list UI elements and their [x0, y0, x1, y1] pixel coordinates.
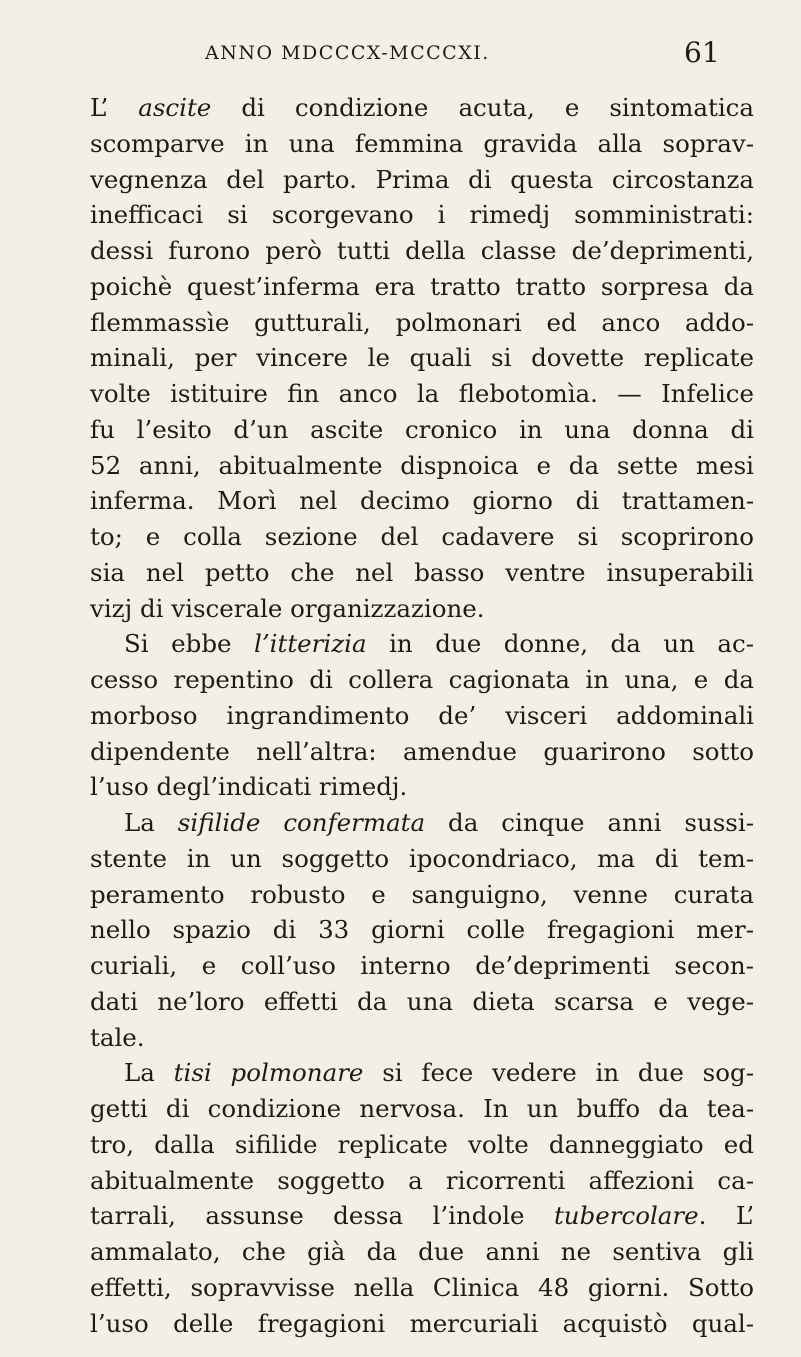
text-line [90, 483, 754, 519]
text-segment: peramento robusto e sanguigno, venne curata [90, 879, 754, 909]
text-line [90, 233, 754, 269]
text-segment: inefficaci si scorgevano i rimedj somministrati: [90, 200, 754, 230]
text-segment: La [124, 808, 178, 837]
page-header [0, 38, 801, 78]
text-segment: fu l’esito d’un ascite cronico in una donna di [90, 414, 754, 444]
text-segment: L’ [90, 93, 139, 122]
text-line [90, 805, 754, 841]
text-line [90, 1306, 754, 1342]
body-text [90, 90, 754, 1341]
text-segment: tro, dalla sifilide replicate volte danneggiato ed [90, 1129, 754, 1159]
text-line [90, 126, 754, 162]
text-segment: l’uso degl’indicati rimedj. [90, 772, 408, 802]
text-segment: to; e colla sezione del cadavere si scoprirono [90, 522, 754, 551]
text-segment: dipendente nell’altra: amendue guarirono sotto [90, 736, 754, 766]
text-segment: si fece vedere in due sog- [363, 1058, 754, 1088]
text-segment: 52 anni, abitualmente dispnoica e da sette mesi [90, 450, 754, 480]
text-segment: in due donne, da un ac- [366, 629, 754, 659]
text-line [90, 519, 754, 555]
text-segment: dessi furono però tutti della classe de’deprimenti, [90, 236, 754, 265]
text-segment: minali, per vincere le quali si dovette replicate [90, 343, 754, 373]
text-line [90, 1270, 754, 1306]
text-segment: ammalato, che già da due anni ne sentiva gli [90, 1237, 754, 1266]
text-line [90, 555, 754, 591]
text-line [90, 1198, 754, 1234]
text-segment: volte istituire fin anco la flebotomìa. — Infelice [90, 379, 754, 408]
text-line [90, 340, 754, 376]
text-segment: flemmassìe gutturali, polmonari ed anco addo- [90, 307, 754, 337]
text-line [90, 90, 754, 126]
text-segment: morboso ingrandimento de’ visceri addominali [90, 700, 754, 730]
text-line [90, 662, 754, 698]
text-line [90, 1055, 754, 1091]
text-line [90, 269, 754, 305]
text-line [90, 448, 754, 484]
text-line [90, 1127, 754, 1163]
text-segment: scomparve in una femmina gravida alla soprav- [90, 128, 754, 158]
text-line [90, 412, 754, 448]
text-segment: vegnenza del parto. Prima di questa circostanza [90, 164, 754, 194]
text-segment: l’uso delle fregagioni mercuriali acquistò qual- [90, 1308, 754, 1338]
text-line [90, 1163, 754, 1199]
text-segment: poichè quest’inferma era tratto tratto sorpresa da [90, 271, 754, 301]
running-head: ANNO MDCCCX-MCCCXI. [205, 42, 490, 64]
text-line [90, 591, 754, 627]
text-line [90, 1091, 754, 1127]
text-line [90, 984, 754, 1020]
text-line [90, 1020, 754, 1056]
italic-term: tubercolare [553, 1201, 699, 1231]
text-line [90, 197, 754, 233]
text-line [90, 877, 754, 913]
text-line [90, 626, 754, 662]
text-segment: . L’ [698, 1201, 754, 1231]
text-segment: di condizione acuta, e sintomatica [211, 93, 754, 122]
italic-term: ascite [138, 93, 212, 122]
text-line [90, 912, 754, 948]
italic-term: tisi polmonare [173, 1058, 364, 1088]
text-segment: nello spazio di 33 giorni colle fregagioni mer- [90, 915, 754, 945]
text-segment: inferma. Morì nel decimo giorno di trattamen- [90, 486, 754, 516]
text-segment: abitualmente soggetto a ricorrenti affezioni ca- [90, 1165, 754, 1195]
text-segment: dati ne’loro effetti da una dieta scarsa e vege- [90, 986, 754, 1016]
text-line [90, 698, 754, 734]
text-line [90, 734, 754, 770]
text-segment: curiali, e coll’uso interno de’deprimenti secon- [90, 951, 754, 980]
text-line [90, 1234, 754, 1270]
text-line [90, 948, 754, 984]
text-line [90, 305, 754, 341]
text-segment: cesso repentino di collera cagionata in una, e da [90, 665, 754, 694]
text-segment: vizj di viscerale organizzazione. [90, 593, 485, 623]
text-segment: tale. [90, 1022, 145, 1052]
text-segment: La [124, 1058, 174, 1088]
text-segment: Si ebbe [124, 629, 255, 659]
text-segment: effetti, sopravvisse nella Clinica 48 giorni. Sotto [90, 1272, 754, 1302]
page-number: 61 [684, 36, 720, 69]
text-line [90, 841, 754, 877]
text-segment: tarrali, assunse dessa l’indole [90, 1201, 554, 1231]
text-line [90, 769, 754, 805]
text-line [90, 376, 754, 412]
text-segment: stente in un soggetto ipocondriaco, ma di tem- [90, 843, 754, 873]
text-segment: getti di condizione nervosa. In un buffo da tea- [90, 1094, 754, 1123]
text-line [90, 162, 754, 198]
text-segment: sia nel petto che nel basso ventre insuperabili [90, 557, 754, 587]
italic-term: sifilide confermata [177, 808, 426, 837]
text-segment: da cinque anni sussi- [425, 808, 754, 837]
italic-term: l’itterizia [254, 629, 367, 659]
